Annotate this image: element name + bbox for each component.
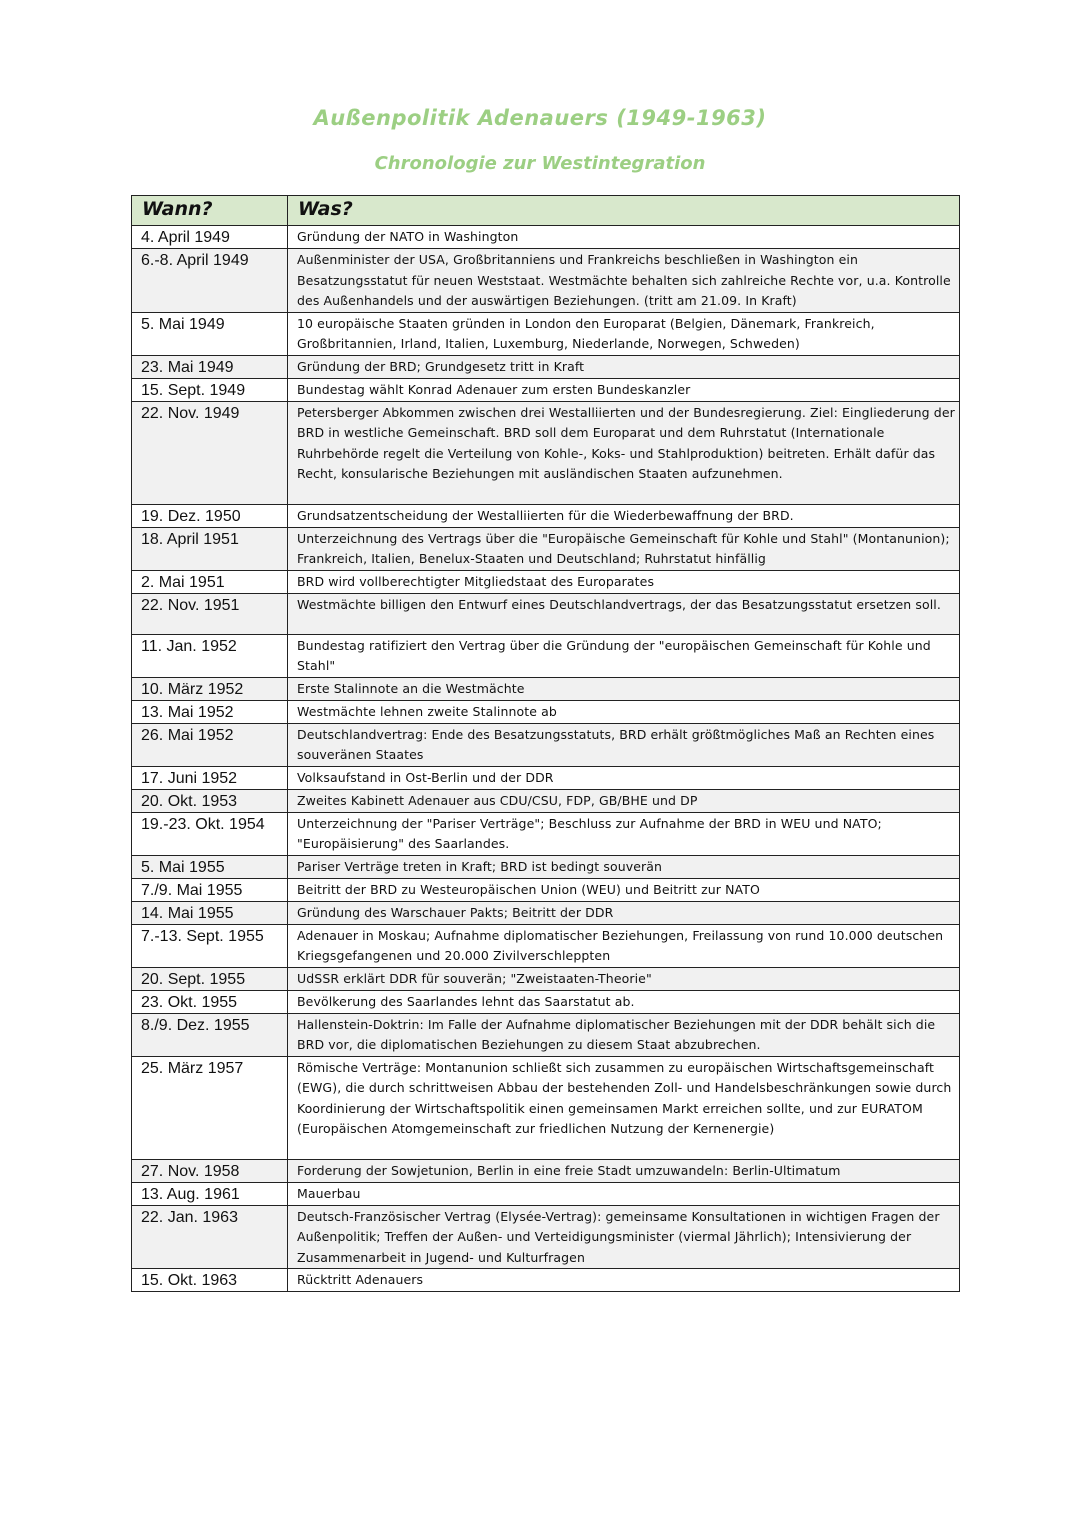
cell-date: 17. Juni 1952: [132, 766, 288, 789]
cell-date: 27. Nov. 1958: [132, 1159, 288, 1182]
table-row: [132, 1205, 960, 1269]
table-row: [132, 967, 960, 990]
cell-event: Bundestag wählt Konrad Adenauer zum ersten Bundeskanzler: [288, 378, 960, 401]
table-row: [132, 1269, 960, 1292]
cell-event: Bundestag ratifiziert den Vertrag über die Gründung der "europäischen Gemeinschaft für Kohle und Stahl": [288, 634, 960, 677]
table-row: [132, 901, 960, 924]
cell-date: 13. Aug. 1961: [132, 1182, 288, 1205]
page-title: Außenpolitik Adenauers (1949-1963): [313, 106, 767, 130]
cell-event: 10 europäische Staaten gründen in London den Europarat (Belgien, Dänemark, Frankreich, Großbritannien, Irland, Italien, Luxemburg, Niederlande, Norwegen, Schweden): [288, 312, 960, 355]
table-row: [132, 789, 960, 812]
cell-event: Römische Verträge: Montanunion schließt sich zusammen zu europäischen Wirtschaftsgemeinschaft (EWG), die durch schrittweisen Abbau der bestehenden Zoll- und Handelsbeschränkungen sowie durch Koordinierung der Wirtschaftspolitik einen gemeinsamen Markt erreichen sollte, und zur EURATOM (Europäischen Atomgemeinschaft zur friedlichen Nutzung der Kernenergie): [288, 1056, 960, 1159]
cell-event: Bevölkerung des Saarlandes lehnt das Saarstatut ab.: [288, 990, 960, 1013]
cell-date: 6.-8. April 1949: [132, 249, 288, 313]
table-row: [132, 723, 960, 766]
cell-date: 22. Nov. 1949: [132, 401, 288, 504]
table-row: [132, 527, 960, 570]
cell-event: Rücktritt Adenauers: [288, 1269, 960, 1292]
table-row: [132, 249, 960, 313]
table-row: [132, 1056, 960, 1159]
cell-event: Pariser Verträge treten in Kraft; BRD ist bedingt souverän: [288, 855, 960, 878]
table-row: [132, 401, 960, 504]
cell-date: 8./9. Dez. 1955: [132, 1013, 288, 1056]
table-row: [132, 677, 960, 700]
page-subtitle: Chronologie zur Westintegration: [374, 153, 706, 174]
chronology-table: [131, 195, 960, 1292]
cell-event: Beitritt der BRD zu Westeuropäischen Union (WEU) und Beitritt zur NATO: [288, 878, 960, 901]
cell-event: Petersberger Abkommen zwischen drei Westalliierten und der Bundesregierung. Ziel: Eingliederung der BRD in westliche Gemeinschaft. BRD soll dem Europarat und dem Ruhrstatut (Internationale Ruhrbehörde regelt die Verteilung von Kohle-, Koks- und Stahlproduktion) beitreten. Erhält dafür das Recht, konsularische Beziehungen mit ausländischen Staaten aufzunehmen.: [288, 401, 960, 504]
cell-date: 5. Mai 1955: [132, 855, 288, 878]
cell-event: BRD wird vollberechtigter Mitgliedstaat des Europarates: [288, 570, 960, 593]
cell-event: UdSSR erklärt DDR für souverän; "Zweistaaten-Theorie": [288, 967, 960, 990]
cell-event: Erste Stalinnote an die Westmächte: [288, 677, 960, 700]
table-row: [132, 990, 960, 1013]
cell-date: 19. Dez. 1950: [132, 504, 288, 527]
cell-date: 18. April 1951: [132, 527, 288, 570]
cell-date: 13. Mai 1952: [132, 700, 288, 723]
cell-event: Unterzeichnung der "Pariser Verträge"; Beschluss zur Aufnahme der BRD in WEU und NATO; "Europäisierung" des Saarlandes.: [288, 812, 960, 855]
table-row: [132, 855, 960, 878]
cell-date: 23. Okt. 1955: [132, 990, 288, 1013]
cell-event: Volksaufstand in Ost-Berlin und der DDR: [288, 766, 960, 789]
table-row: [132, 226, 960, 249]
table-row: [132, 812, 960, 855]
table-row: [132, 355, 960, 378]
cell-event: Außenminister der USA, Großbritanniens und Frankreichs beschließen in Washington ein Besatzungsstatut für neuen Weststaat. Westmächte behalten sich zahlreiche Rechte vor, u.a. Kontrolle des Außenhandels und der auswärtigen Beziehungen. (tritt am 21.09. In Kraft): [288, 249, 960, 313]
cell-date: 10. März 1952: [132, 677, 288, 700]
table-row: [132, 634, 960, 677]
cell-date: 15. Okt. 1963: [132, 1269, 288, 1292]
cell-date: 20. Sept. 1955: [132, 967, 288, 990]
table-row: [132, 766, 960, 789]
cell-event: Grundsatzentscheidung der Westalliierten für die Wiederbewaffnung der BRD.: [288, 504, 960, 527]
table-row: [132, 924, 960, 967]
table-row: [132, 570, 960, 593]
cell-date: 2. Mai 1951: [132, 570, 288, 593]
cell-event: Unterzeichnung des Vertrags über die "Europäische Gemeinschaft für Kohle und Stahl" (Montanunion); Frankreich, Italien, Benelux-Staaten und Deutschland; Ruhrstatut hinfällig: [288, 527, 960, 570]
cell-date: 7.-13. Sept. 1955: [132, 924, 288, 967]
cell-event: Adenauer in Moskau; Aufnahme diplomatischer Beziehungen, Freilassung von rund 10.000 deutschen Kriegsgefangenen und 20.000 Zivilverschleppten: [288, 924, 960, 967]
cell-date: 14. Mai 1955: [132, 901, 288, 924]
cell-date: 15. Sept. 1949: [132, 378, 288, 401]
cell-event: Gründung des Warschauer Pakts; Beitritt der DDR: [288, 901, 960, 924]
cell-event: Gründung der NATO in Washington: [288, 226, 960, 249]
cell-date: 7./9. Mai 1955: [132, 878, 288, 901]
cell-date: 26. Mai 1952: [132, 723, 288, 766]
cell-event: Westmächte lehnen zweite Stalinnote ab: [288, 700, 960, 723]
cell-event: Gründung der BRD; Grundgesetz tritt in Kraft: [288, 355, 960, 378]
cell-date: 25. März 1957: [132, 1056, 288, 1159]
cell-date: 22. Jan. 1963: [132, 1205, 288, 1269]
table-row: [132, 700, 960, 723]
table-row: [132, 593, 960, 634]
column-header-when: Wann?: [132, 196, 288, 226]
table-row: [132, 504, 960, 527]
cell-date: 20. Okt. 1953: [132, 789, 288, 812]
cell-date: 4. April 1949: [132, 226, 288, 249]
column-header-what: Was?: [288, 196, 960, 226]
cell-event: Forderung der Sowjetunion, Berlin in eine freie Stadt umzuwandeln: Berlin-Ultimatum: [288, 1159, 960, 1182]
cell-event: Mauerbau: [288, 1182, 960, 1205]
cell-event: Deutsch-Französischer Vertrag (Elysée-Vertrag): gemeinsame Konsultationen in wichtigen Fragen der Außenpolitik; Treffen der Außen- und Verteidigungsminister (viermal Jährlich); Intensivierung der Zusammenarbeit in Jugend- und Kulturfragen: [288, 1205, 960, 1269]
table-row: [132, 312, 960, 355]
cell-date: 19.-23. Okt. 1954: [132, 812, 288, 855]
cell-date: 22. Nov. 1951: [132, 593, 288, 634]
cell-event: Westmächte billigen den Entwurf eines Deutschlandvertrags, der das Besatzungsstatut ersetzen soll.: [288, 593, 960, 634]
cell-event: Deutschlandvertrag: Ende des Besatzungsstatuts, BRD erhält größtmögliches Maß an Rechten eines souveränen Staates: [288, 723, 960, 766]
table-row: [132, 1182, 960, 1205]
cell-date: 11. Jan. 1952: [132, 634, 288, 677]
cell-event: Zweites Kabinett Adenauer aus CDU/CSU, FDP, GB/BHE und DP: [288, 789, 960, 812]
table-row: [132, 378, 960, 401]
cell-date: 23. Mai 1949: [132, 355, 288, 378]
cell-event: Hallenstein-Doktrin: Im Falle der Aufnahme diplomatischer Beziehungen mit der DDR behält sich die BRD vor, die diplomatischen Beziehungen zu diesem Staat abzubrechen.: [288, 1013, 960, 1056]
table-row: [132, 1159, 960, 1182]
table-row: [132, 878, 960, 901]
table-row: [132, 1013, 960, 1056]
cell-date: 5. Mai 1949: [132, 312, 288, 355]
